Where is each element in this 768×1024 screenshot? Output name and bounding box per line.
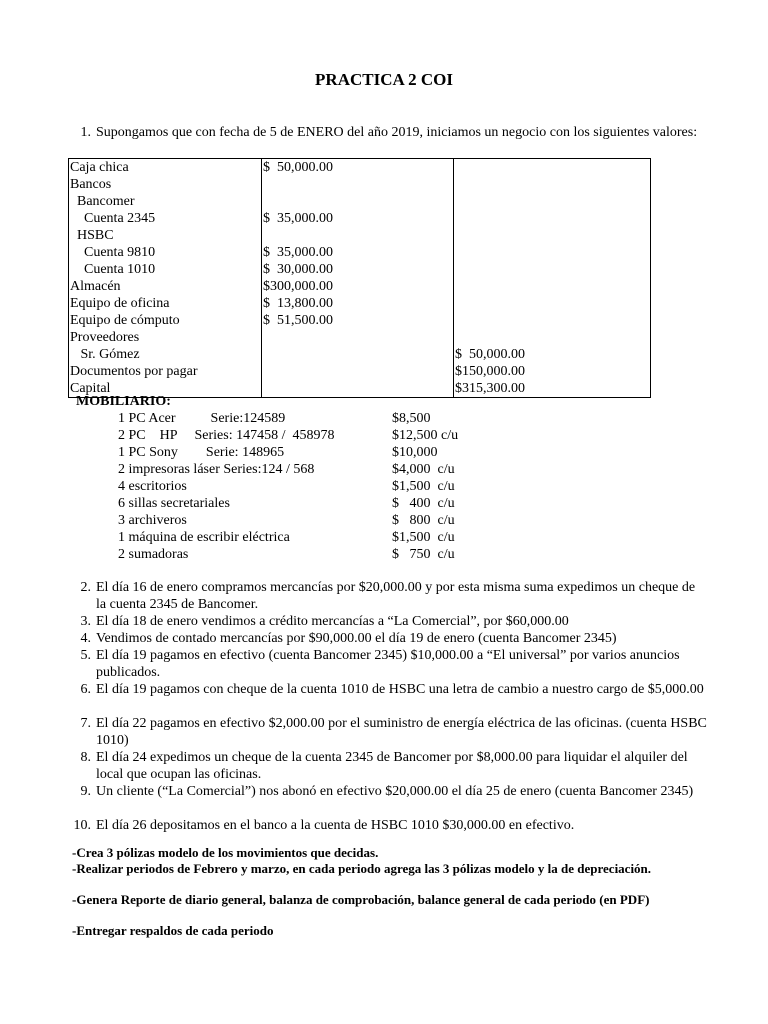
account-debit: $ 30,000.00 (262, 261, 454, 278)
account-row (69, 159, 651, 177)
account-name: HSBC (69, 227, 262, 244)
mobiliario-item (0, 495, 768, 512)
transaction-item (69, 681, 709, 698)
transaction-item (69, 715, 709, 749)
account-debit: $300,000.00 (262, 278, 454, 295)
item-price: $10,000 (392, 445, 438, 460)
list-number: 5. (80, 648, 91, 663)
item-price: $1,500 c/u (392, 479, 455, 494)
account-debit: $ 35,000.00 (262, 244, 454, 261)
account-credit (454, 295, 651, 312)
account-credit (454, 176, 651, 193)
account-row (69, 210, 651, 227)
list-item-1 (69, 124, 709, 141)
account-row (69, 227, 651, 244)
mobiliario-list (0, 410, 768, 563)
account-credit: $315,300.00 (454, 380, 651, 398)
opening-balance-table (68, 158, 651, 398)
list-number: 9. (80, 784, 91, 799)
list-text: El día 18 de enero vendimos a crédito mercancías a “La Comercial”, por $60,000.00 (96, 614, 569, 629)
account-debit (262, 227, 454, 244)
account-credit (454, 261, 651, 278)
account-row (69, 346, 651, 363)
mobiliario-item (0, 427, 768, 444)
list-number: 6. (80, 682, 91, 697)
instruction-line: -Entregar respaldos de cada periodo (72, 923, 274, 938)
account-row (69, 329, 651, 346)
account-row (69, 261, 651, 278)
account-name: Cuenta 1010 (69, 261, 262, 278)
list-text: El día 16 de enero compramos mercancías por $20,000.00 y por esta misma suma expedimos un cheque de la cuenta 2345 de Bancomer. (96, 580, 696, 612)
item-description: 1 PC Acer Serie:124589 (118, 411, 286, 426)
mobiliario-item (0, 512, 768, 529)
list-number: 4. (80, 631, 91, 646)
item-description: 3 archiveros (118, 513, 187, 528)
transaction-item (69, 630, 709, 647)
account-debit: $ 13,800.00 (262, 295, 454, 312)
account-debit (262, 193, 454, 210)
account-credit (454, 329, 651, 346)
list-number: 7. (80, 716, 91, 731)
transaction-item (69, 783, 709, 800)
account-name: Capital (69, 380, 262, 398)
transaction-item (69, 613, 709, 630)
item-price: $ 400 c/u (392, 496, 455, 511)
account-name: Bancos (69, 176, 262, 193)
list-number: 1. (80, 125, 91, 140)
account-name: Equipo de oficina (69, 295, 262, 312)
mobiliario-heading: MOBILIARIO: (76, 394, 171, 409)
account-credit (454, 210, 651, 227)
transaction-item (69, 817, 709, 834)
item-description: 2 sumadoras (118, 547, 189, 562)
account-name: Equipo de cómputo (69, 312, 262, 329)
item-price: $ 750 c/u (392, 547, 455, 562)
list-text: El día 26 depositamos en el banco a la cuenta de HSBC 1010 $30,000.00 en efectivo. (96, 818, 575, 833)
account-name: Cuenta 9810 (69, 244, 262, 261)
account-credit (454, 278, 651, 295)
list-number: 2. (80, 580, 91, 595)
mobiliario-item (0, 546, 768, 563)
item-price: $ 800 c/u (392, 513, 455, 528)
instruction-line: -Genera Reporte de diario general, balanza de comprobación, balance general de cada periodo (en PDF) (72, 892, 650, 907)
account-debit (262, 329, 454, 346)
item-price: $12,500 c/u (392, 428, 459, 443)
account-debit (262, 363, 454, 380)
account-row (69, 176, 651, 193)
account-row (69, 278, 651, 295)
account-row (69, 244, 651, 261)
account-row (69, 312, 651, 329)
list-text: Vendimos de contado mercancías por $90,000.00 el día 19 de enero (cuenta Bancomer 2345) (96, 631, 617, 646)
list-text: El día 19 pagamos en efectivo (cuenta Bancomer 2345) $10,000.00 a “El universal” por varios anuncios publicados. (96, 648, 680, 680)
item-price: $4,000 c/u (392, 462, 455, 477)
item-description: 1 máquina de escribir eléctrica (118, 530, 290, 545)
account-name: Almacén (69, 278, 262, 295)
account-row (69, 193, 651, 210)
item-description: 1 PC Sony Serie: 148965 (118, 445, 285, 460)
transaction-item (69, 647, 709, 681)
account-credit (454, 244, 651, 261)
page-title: PRACTICA 2 COI (315, 70, 453, 89)
item-description: 4 escritorios (118, 479, 187, 494)
instruction-line: -Realizar periodos de Febrero y marzo, en cada periodo agrega las 3 pólizas modelo y la de depreciación. (72, 861, 652, 876)
mobiliario-item (0, 444, 768, 461)
transaction-item (69, 749, 709, 783)
account-debit: $ 50,000.00 (262, 159, 454, 177)
mobiliario-item (0, 461, 768, 478)
item-price: $8,500 (392, 411, 431, 426)
list-text: El día 24 expedimos un cheque de la cuenta 2345 de Bancomer por $8,000.00 para liquidar el alquiler del local que ocupan las oficinas. (96, 750, 688, 782)
account-row (69, 363, 651, 380)
account-debit: $ 51,500.00 (262, 312, 454, 329)
list-text: El día 19 pagamos con cheque de la cuenta 1010 de HSBC una letra de cambio a nuestro cargo de $5,000.00 (96, 682, 704, 697)
account-name: Bancomer (69, 193, 262, 210)
list-number: 10. (73, 818, 91, 833)
account-debit (262, 346, 454, 363)
list-text: Un cliente (“La Comercial”) nos abonó en efectivo $20,000.00 el día 25 de enero (cuenta Bancomer 2345) (96, 784, 694, 799)
list-text: El día 22 pagamos en efectivo $2,000.00 por el suministro de energía eléctrica de las oficinas. (cuenta HSBC 1010) (96, 716, 707, 748)
transaction-item (69, 579, 709, 613)
list-text: Supongamos que con fecha de 5 de ENERO del año 2019, iniciamos un negocio con los siguientes valores: (96, 125, 698, 140)
mobiliario-item (0, 529, 768, 546)
account-name: Proveedores (69, 329, 262, 346)
account-debit (262, 380, 454, 398)
account-name: Caja chica (69, 159, 262, 177)
list-number: 8. (80, 750, 91, 765)
account-debit (262, 176, 454, 193)
item-description: 2 PC HP Series: 147458 / 458978 (118, 428, 335, 443)
list-number: 3. (80, 614, 91, 629)
account-credit (454, 227, 651, 244)
account-credit (454, 312, 651, 329)
account-credit: $150,000.00 (454, 363, 651, 380)
account-credit (454, 193, 651, 210)
account-credit: $ 50,000.00 (454, 346, 651, 363)
account-credit (454, 159, 651, 177)
item-description: 2 impresoras láser Series:124 / 568 (118, 462, 315, 477)
item-price: $1,500 c/u (392, 530, 455, 545)
account-name: Cuenta 2345 (69, 210, 262, 227)
account-debit: $ 35,000.00 (262, 210, 454, 227)
mobiliario-item (0, 478, 768, 495)
account-name: Documentos por pagar (69, 363, 262, 380)
item-description: 6 sillas secretariales (118, 496, 230, 511)
mobiliario-item (0, 410, 768, 427)
account-name: Sr. Gómez (69, 346, 262, 363)
account-row (69, 295, 651, 312)
instruction-line: -Crea 3 pólizas modelo de los movimientos que decidas. (72, 845, 379, 860)
